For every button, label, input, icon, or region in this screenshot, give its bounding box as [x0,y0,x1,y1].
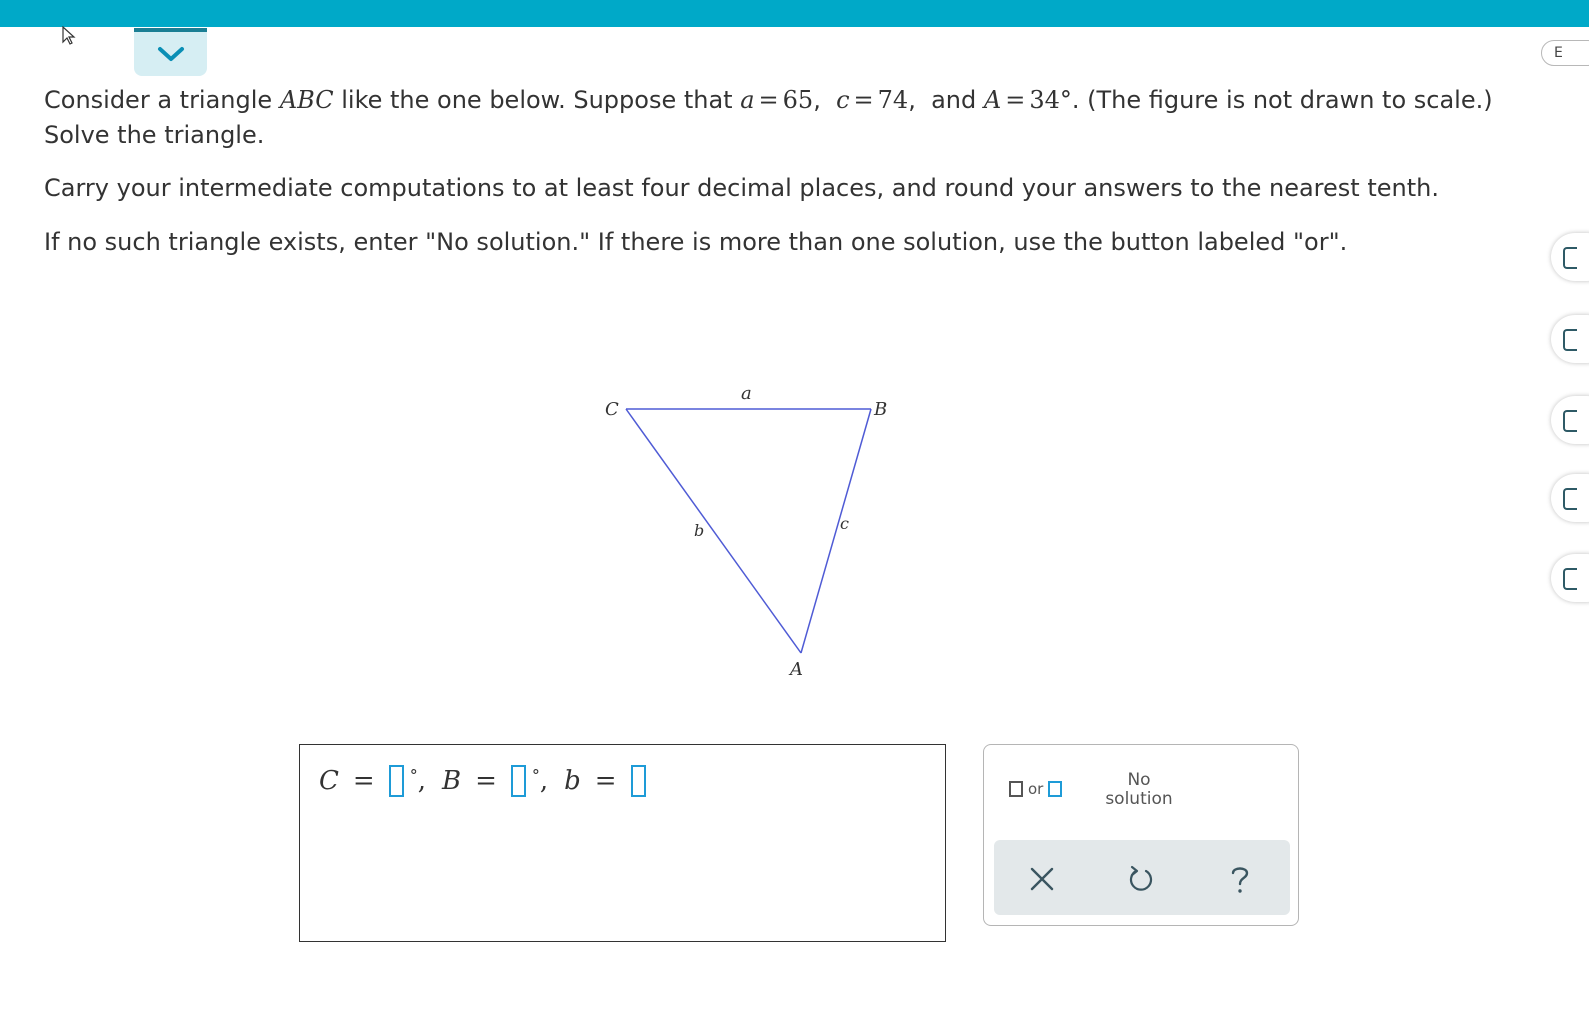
or-label: or [1028,780,1044,798]
top-header-bar [0,0,1589,27]
side-b-answer-label: b [564,766,581,796]
no-solution-button[interactable]: No solution [1105,770,1173,809]
angle-b-label: B [441,766,462,796]
side-tool-5[interactable] [1551,554,1589,602]
tool-icon [1563,247,1577,269]
mouse-cursor-icon [62,26,78,46]
side-c-line [801,409,871,653]
tool-icon [1563,568,1577,590]
tool-icon [1563,329,1577,351]
help-icon[interactable] [1223,862,1257,896]
side-tool-2[interactable] [1551,315,1589,363]
chevron-down-icon [156,44,186,64]
problem-paragraph-1: Consider a triangle ABC like the one below. Suppose that a = 65, c = 74, and A = 34°. (The figure is not drawn to scale.) Solve the triangle. [44,86,1493,149]
side-b-input[interactable] [631,765,646,797]
angle-c-label: C [319,766,339,796]
side-tool-1[interactable] [1551,233,1589,281]
angle-c-input[interactable] [389,765,404,797]
triangle-name: ABC [279,86,334,114]
problem-paragraph-3: If no such triangle exists, enter "No solution." If there is more than one solution, use the button labeled "or". [44,228,1348,256]
side-b-line [626,409,801,653]
side-tool-3[interactable] [1551,396,1589,444]
answer-input-area [299,744,946,942]
collapse-panel-button[interactable] [134,28,207,76]
problem-statement [44,83,1494,260]
vertex-b-label: B [874,399,888,420]
undo-icon[interactable] [1124,862,1158,896]
side-c-label: c [840,514,849,533]
action-bar [994,840,1290,915]
answer-row: C = ° , B = ° , b = [319,765,646,797]
header-right-button[interactable]: E [1541,40,1589,66]
empty-box-icon [1048,781,1062,797]
side-b-label: b [694,521,705,540]
side-a-label: a [741,383,752,404]
triangle-figure [580,370,920,690]
vertex-c-label: C [605,399,619,420]
close-icon[interactable] [1025,862,1059,896]
empty-box-icon [1009,781,1023,797]
or-button[interactable] [1009,780,1062,798]
angle-b-input[interactable] [511,765,526,797]
vertex-a-label: A [790,659,803,680]
tool-icon [1563,410,1577,432]
tool-icon [1563,488,1577,510]
problem-paragraph-2: Carry your intermediate computations to at least four decimal places, and round your answers to the nearest tenth. [44,174,1439,202]
side-tool-4[interactable] [1551,474,1589,522]
answer-tool-panel [983,744,1299,926]
